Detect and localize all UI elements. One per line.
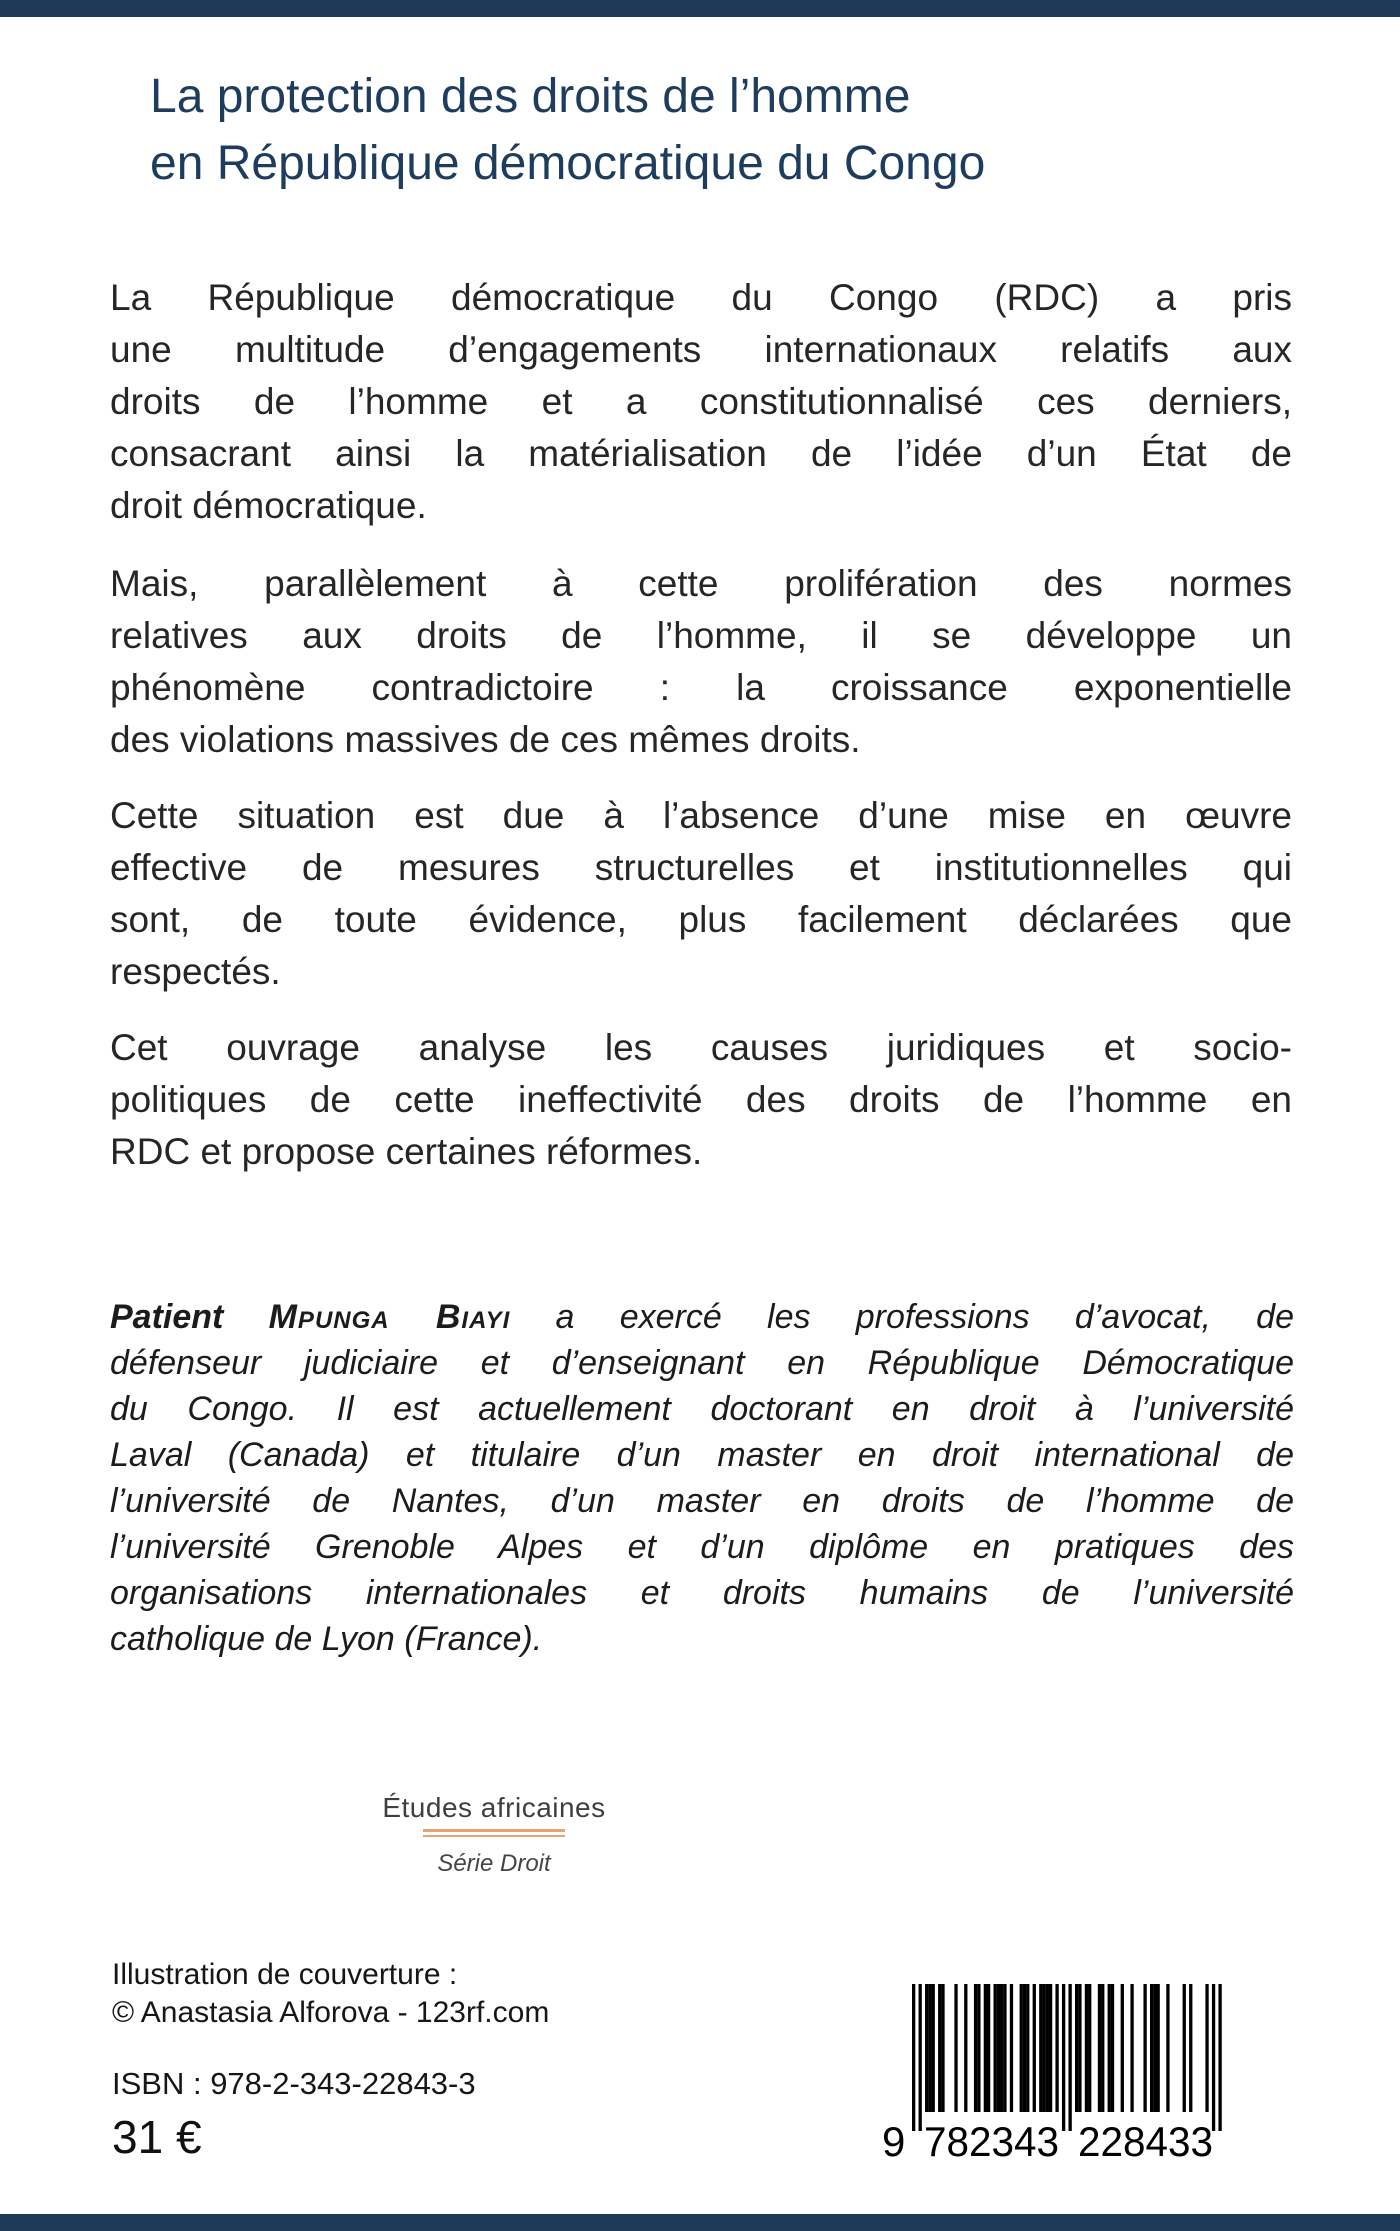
credit-line1: Illustration de couverture : <box>112 1958 458 1991</box>
book-title-line1: La protection des droits de l’homme <box>150 70 911 123</box>
author-bio-line1 <box>110 1294 1294 1340</box>
text-line: politiques de cette ineffectivité des droits de l’homme en <box>110 1079 1292 1120</box>
text-line: droits de l’homme et a constitutionnalisé ces derniers, <box>110 381 1292 422</box>
text-line: respectés. <box>110 951 281 992</box>
author-bio-line1-rest: a exercé les professions d’avocat, de <box>510 1298 1294 1336</box>
book-title-line2: en République démocratique du Congo <box>150 137 986 190</box>
isbn-number: ISBN : 978-2-343-22843-3 <box>112 2066 476 2101</box>
text-line: RDC et propose certaines réformes. <box>110 1131 703 1172</box>
credit-line2: © Anastasia Alforova - 123rf.com <box>112 1996 550 2029</box>
text-line: l’université Grenoble Alpes et d’un diplôme en pratiques des <box>110 1528 1294 1566</box>
synopsis-paragraph-3 <box>110 790 1292 998</box>
text-line: l’université de Nantes, d’un master en droits de l’homme de <box>110 1482 1294 1520</box>
text-line: Laval (Canada) et titulaire d’un master en droit international de <box>110 1436 1294 1474</box>
text-line: catholique de Lyon (France). <box>110 1620 543 1658</box>
book-title <box>150 63 985 197</box>
text-line: droit démocratique. <box>110 485 427 526</box>
cover-illustration-credit <box>112 1956 549 2032</box>
barcode <box>876 1984 1226 2162</box>
text-line: une multitude d’engagements internationaux relatifs aux <box>110 329 1292 370</box>
text-line: Mais, parallèlement à cette prolifération des normes <box>110 563 1292 604</box>
text-line: Cet ouvrage analyse les causes juridiques et socio- <box>110 1027 1292 1068</box>
barcode-digits-left: 782343 <box>924 2118 1059 2162</box>
text-line: des violations massives de ces mêmes droits. <box>110 719 861 760</box>
author-first-name: Patient <box>110 1298 269 1336</box>
bottom-band <box>0 2214 1400 2231</box>
text-line: organisations internationales et droits humains de l’université <box>110 1574 1294 1612</box>
text-line: La République démocratique du Congo (RDC) a pris <box>110 277 1292 318</box>
synopsis-paragraph-2 <box>110 558 1292 766</box>
synopsis-paragraph-4 <box>110 1022 1292 1178</box>
text-line: sont, de toute évidence, plus facilement déclarées que <box>110 899 1292 940</box>
synopsis-paragraph-1 <box>110 272 1292 532</box>
text-line: du Congo. Il est actuellement doctorant en droit à l’université <box>110 1390 1294 1428</box>
collection-block <box>352 1792 636 1878</box>
text-line: défenseur judiciaire et d’enseignant en République Démocratique <box>110 1344 1294 1382</box>
barcode-digit-first: 9 <box>882 2118 906 2162</box>
collection-name: Études africaines <box>382 1792 606 1823</box>
collection-underline-rule-1 <box>423 1829 565 1832</box>
text-line: phénomène contradictoire : la croissance exponentielle <box>110 667 1292 708</box>
text-line: relatives aux droits de l’homme, il se développe un <box>110 615 1292 656</box>
author-bio-rest <box>110 1340 1294 1662</box>
author-bio <box>110 1294 1294 1662</box>
collection-underline-rule-2 <box>423 1835 565 1837</box>
series-name: Série Droit <box>437 1850 551 1877</box>
barcode-digits-right: 228433 <box>1078 2118 1213 2162</box>
barcode-svg <box>876 1984 1226 2162</box>
top-band <box>0 0 1400 17</box>
text-line: effective de mesures structurelles et institutionnelles qui <box>110 847 1292 888</box>
author-last-name: Mpunga Biayi <box>268 1298 511 1336</box>
price: 31 € <box>112 2111 202 2163</box>
text-line: Cette situation est due à l’absence d’une mise en œuvre <box>110 795 1292 836</box>
text-line: consacrant ainsi la matérialisation de l’idée d’un État de <box>110 433 1292 474</box>
collection-underline <box>423 1829 565 1837</box>
